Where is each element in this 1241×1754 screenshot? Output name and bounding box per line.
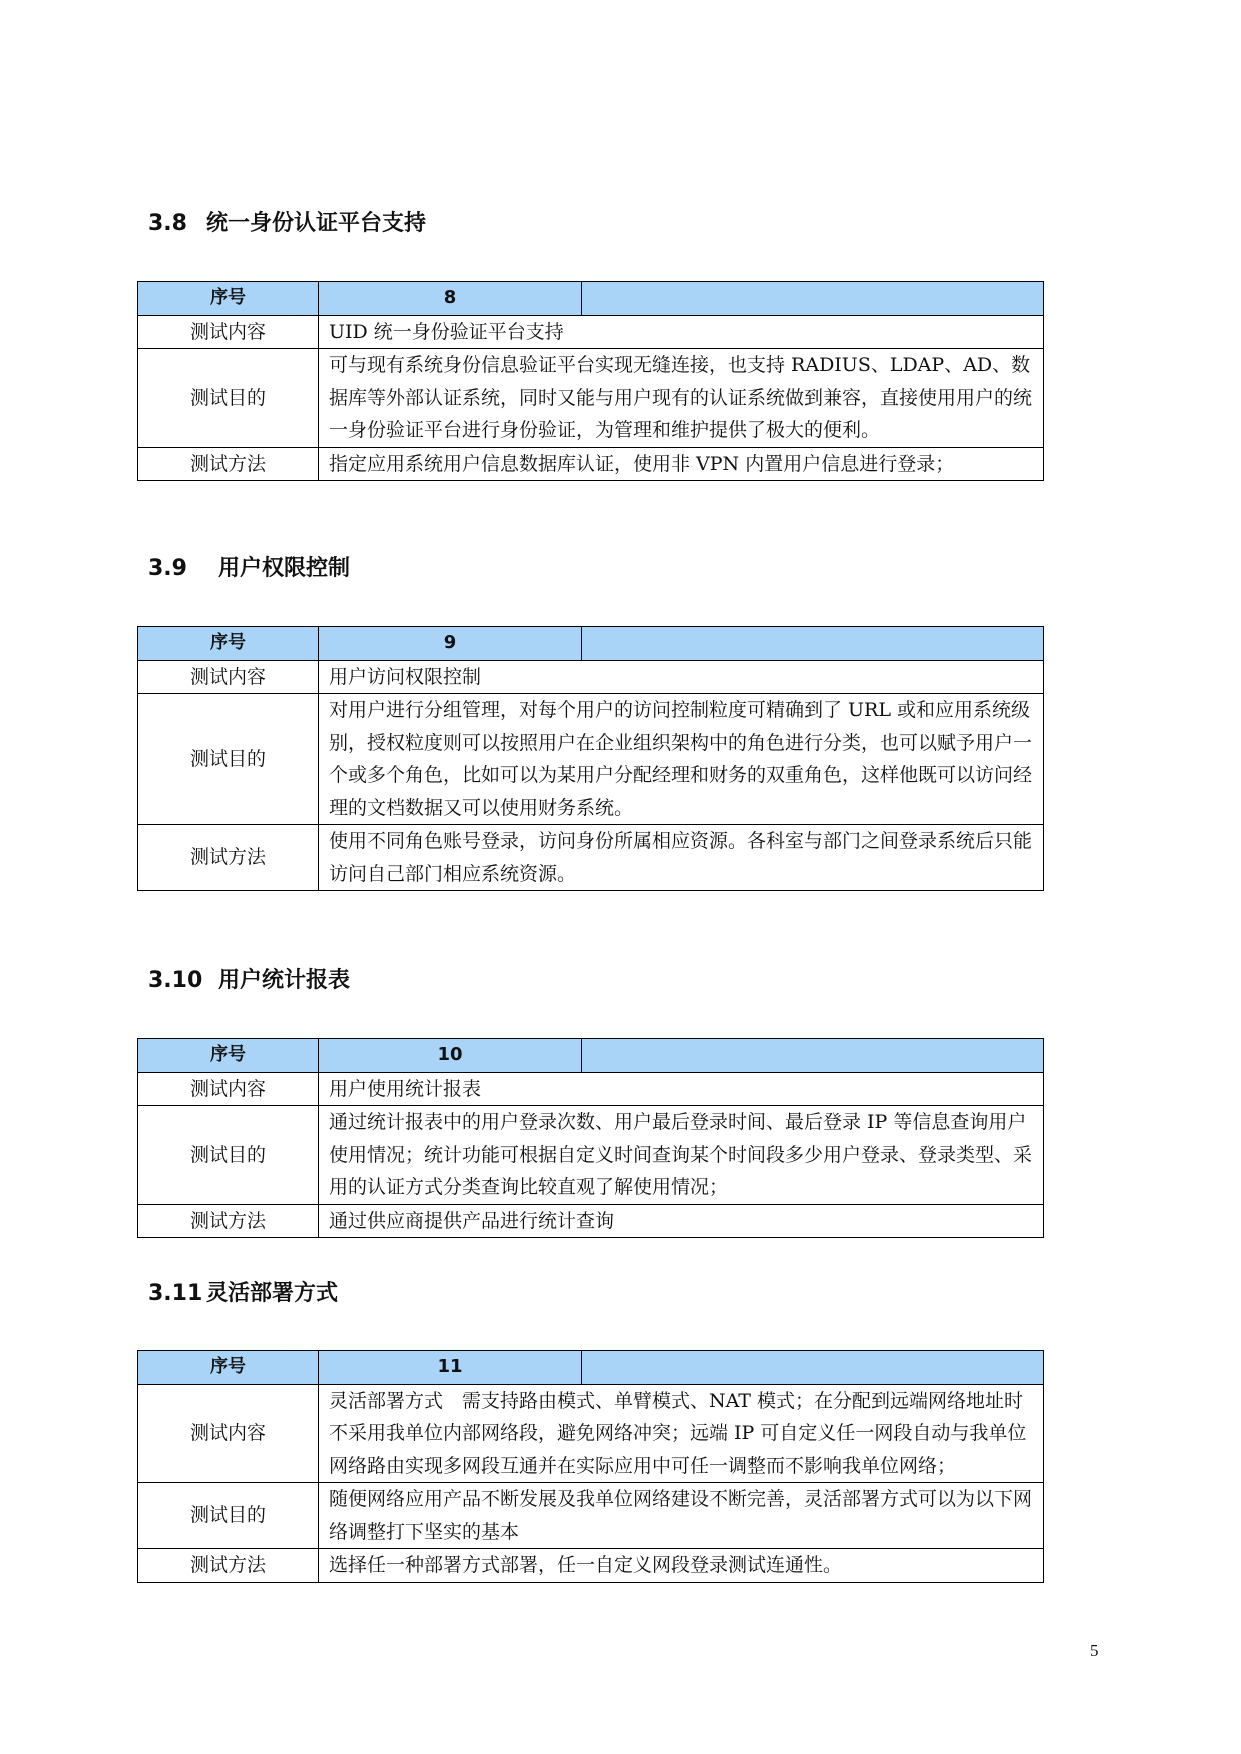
method-value: 指定应用系统用户信息数据库认证，使用非 VPN 内置用户信息进行登录； [319, 447, 1044, 481]
serial-label: 序号 [138, 1351, 319, 1385]
section-number: 3.9 [148, 556, 187, 581]
section-heading-3-9 [148, 554, 350, 584]
section-number: 3.11 [148, 1281, 203, 1306]
method-value: 选择任一种部署方式部署，任一自定义网段登录测试连通性。 [319, 1549, 1044, 1583]
header-empty-cell [582, 1039, 1044, 1073]
purpose-label: 测试目的 [138, 349, 319, 448]
content-value: UID 统一身份验证平台支持 [319, 315, 1044, 349]
table-header-row [138, 627, 1044, 661]
content-label: 测试内容 [138, 660, 319, 694]
section-title: 用户权限控制 [218, 556, 351, 581]
method-label: 测试方法 [138, 825, 319, 891]
serial-value: 10 [319, 1039, 582, 1073]
content-value: 用户使用统计报表 [319, 1072, 1044, 1106]
test-table-3-8 [137, 281, 1044, 481]
serial-value: 8 [319, 282, 582, 316]
section-heading-3-11 [148, 1279, 338, 1309]
table-row [138, 1384, 1044, 1483]
section-number: 3.10 [148, 968, 203, 993]
purpose-value: 对用户进行分组管理，对每个用户的访问控制粒度可精确到了 URL 或和应用系统级别，授权粒度则可以按照用户在企业组织架构中的角色进行分类，也可以赋予用户一个或多个角色，比如可以为某用户分配经理和财务的双重角色，这样他既可以访问经理的文档数据又可以使用财务系统。 [319, 694, 1044, 825]
content-label: 测试内容 [138, 1072, 319, 1106]
purpose-value: 可与现有系统身份信息验证平台实现无缝连接，也支持 RADIUS、LDAP、AD、数据库等外部认证系统，同时又能与用户现有的认证系统做到兼容，直接使用用户的统一身份验证平台进行身份验证，为管理和维护提供了极大的便利。 [319, 349, 1044, 448]
serial-value: 11 [319, 1351, 582, 1385]
table-row [138, 447, 1044, 481]
test-table-3-10 [137, 1038, 1044, 1238]
content-value: 灵活部署方式 需支持路由模式、单臂模式、NAT 模式；在分配到远端网络地址时不采用我单位内部网络段，避免网络冲突；远端 IP 可自定义任一网段自动与我单位网络路由实现多网段互通并在实际应用中可任一调整而不影响我单位网络； [319, 1384, 1044, 1483]
header-empty-cell [582, 627, 1044, 661]
serial-label: 序号 [138, 627, 319, 661]
table-row [138, 825, 1044, 891]
header-empty-cell [582, 282, 1044, 316]
table-row [138, 1483, 1044, 1549]
table-header-row [138, 1351, 1044, 1385]
purpose-label: 测试目的 [138, 1483, 319, 1549]
content-label: 测试内容 [138, 315, 319, 349]
table-row [138, 1549, 1044, 1583]
table-row [138, 349, 1044, 448]
table-header-row [138, 1039, 1044, 1073]
method-value: 使用不同角色账号登录，访问身份所属相应资源。各科室与部门之间登录系统后只能访问自己部门相应系统资源。 [319, 825, 1044, 891]
method-label: 测试方法 [138, 1204, 319, 1238]
content-value: 用户访问权限控制 [319, 660, 1044, 694]
serial-value: 9 [319, 627, 582, 661]
purpose-value: 随便网络应用产品不断发展及我单位网络建设不断完善，灵活部署方式可以为以下网络调整打下坚实的基本 [319, 1483, 1044, 1549]
table-row [138, 660, 1044, 694]
header-empty-cell [582, 1351, 1044, 1385]
purpose-label: 测试目的 [138, 694, 319, 825]
purpose-value: 通过统计报表中的用户登录次数、用户最后登录时间、最后登录 IP 等信息查询用户使用情况；统计功能可根据自定义时间查询某个时间段多少用户登录、登录类型、采用的认证方式分类查询比较直观了解使用情况； [319, 1106, 1044, 1205]
page-number: 5 [1090, 1641, 1099, 1660]
table-row [138, 315, 1044, 349]
serial-label: 序号 [138, 1039, 319, 1073]
section-number: 3.8 [148, 211, 187, 236]
section-title: 灵活部署方式 [206, 1281, 339, 1306]
table-row [138, 1106, 1044, 1205]
table-row [138, 1072, 1044, 1106]
table-row [138, 694, 1044, 825]
table-header-row [138, 282, 1044, 316]
method-label: 测试方法 [138, 1549, 319, 1583]
test-table-3-11 [137, 1350, 1044, 1583]
purpose-label: 测试目的 [138, 1106, 319, 1205]
method-label: 测试方法 [138, 447, 319, 481]
content-label: 测试内容 [138, 1384, 319, 1483]
section-heading-3-8 [148, 209, 426, 239]
serial-label: 序号 [138, 282, 319, 316]
section-title: 用户统计报表 [218, 968, 351, 993]
method-value: 通过供应商提供产品进行统计查询 [319, 1204, 1044, 1238]
section-heading-3-10 [148, 966, 350, 996]
table-row [138, 1204, 1044, 1238]
section-title: 统一身份认证平台支持 [206, 211, 427, 236]
test-table-3-9 [137, 626, 1044, 891]
